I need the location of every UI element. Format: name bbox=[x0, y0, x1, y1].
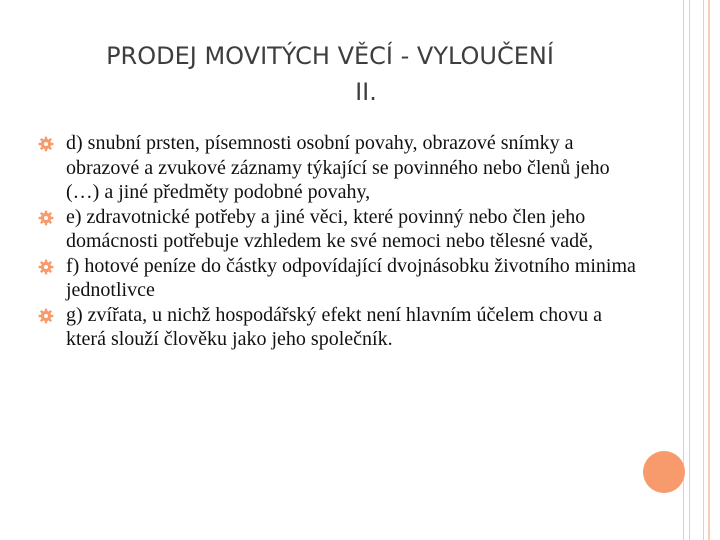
decorative-circle bbox=[643, 451, 685, 493]
bullet-list bbox=[38, 131, 638, 352]
bullet-text: zvířata, u nichž hospodářský efekt není hlavním účelem chovu a která slouží člověku jako jeho společník. bbox=[66, 303, 602, 350]
gear-icon bbox=[38, 308, 54, 324]
bullet-letter: f) bbox=[66, 254, 80, 277]
bullet-item-e bbox=[38, 205, 638, 254]
bullet-text: snubní prsten, písemnosti osobní povahy, obrazové snímky a obrazové a zvukové záznamy týkající se povinného nebo členů jeho (…) a jiné předměty podobné povahy, bbox=[66, 132, 610, 203]
title-line-1: PRODEJ MOVITÝCH VĚCÍ - VYLOUČENÍ bbox=[106, 42, 554, 70]
decorative-line bbox=[683, 0, 684, 540]
gear-icon bbox=[38, 259, 54, 275]
bullet-item-f bbox=[38, 254, 638, 303]
title-line-2: II. bbox=[355, 78, 377, 106]
decorative-line bbox=[689, 0, 690, 540]
decorative-line bbox=[708, 0, 710, 540]
bullet-letter: d) bbox=[66, 132, 83, 154]
decorative-line bbox=[703, 0, 704, 540]
slide-title bbox=[30, 38, 630, 110]
gear-icon bbox=[38, 210, 54, 226]
bullet-item-d bbox=[38, 131, 638, 205]
bullet-text: zdravotnické potřeby a jiné věci, které povinný nebo člen jeho domácnosti potřebuje vzhledem ke své nemoci nebo tělesné vadě, bbox=[66, 205, 594, 252]
gear-icon bbox=[38, 136, 54, 152]
bullet-letter: g) bbox=[66, 303, 83, 326]
bullet-text: hotové peníze do částky odpovídající dvojnásobku životního minima jednotlivce bbox=[66, 254, 636, 301]
bullet-item-g bbox=[38, 303, 638, 352]
bullet-letter: e) bbox=[66, 205, 82, 228]
